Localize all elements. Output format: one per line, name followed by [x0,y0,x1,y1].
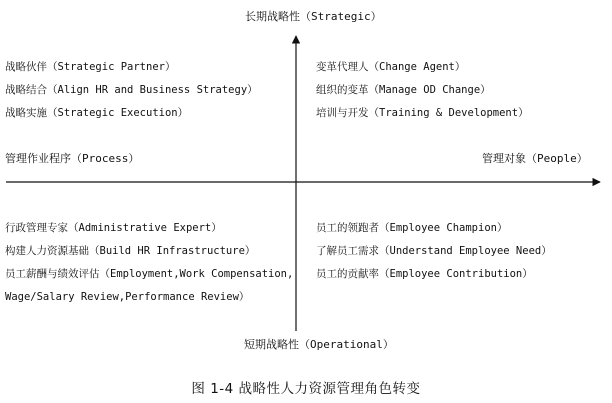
quadrant-top-left-item: 战略伙伴（Strategic Partner） [5,61,176,73]
quadrant-bottom-left-item: 行政管理专家（Administrative Expert） [5,222,222,234]
axis-label-left: 管理作业程序（Process） [5,152,140,165]
quadrant-top-right-item: 变革代理人（Change Agent） [316,61,466,73]
quadrant-top-left-item: 战略结合（Align HR and Business Strategy） [5,84,258,96]
quadrant-bottom-left-item: 构建人力资源基础（Build HR Infrastructure） [5,245,256,257]
quadrant-bottom-right-item: 员工的领跑者（Employee Champion） [316,222,508,234]
quadrant-top-right-item: 组织的变革（Manage OD Change） [316,84,491,96]
figure-caption: 图 1-4 战略性人力资源管理角色转变 [191,381,421,397]
axis-label-top: 长期战略性（Strategic） [245,10,382,23]
quadrant-top-left-item: 战略实施（Strategic Execution） [5,107,189,119]
axis-label-right: 管理对象（People） [482,152,588,165]
quadrant-bottom-left-item: Wage/Salary Review,Performance Review） [5,291,250,303]
quadrant-bottom-right-item: 了解员工需求（Understand Employee Need） [316,245,552,257]
quadrant-bottom-left-item: 员工薪酬与绩效评估（Employment,Work Compensation, [5,268,294,280]
quadrant-top-right-item: 培训与开发（Training & Development） [316,107,529,119]
axis-label-bottom: 短期战略性（Operational） [244,338,394,351]
quadrant-bottom-right-item: 员工的贡献率（Employee Contribution） [316,268,533,280]
